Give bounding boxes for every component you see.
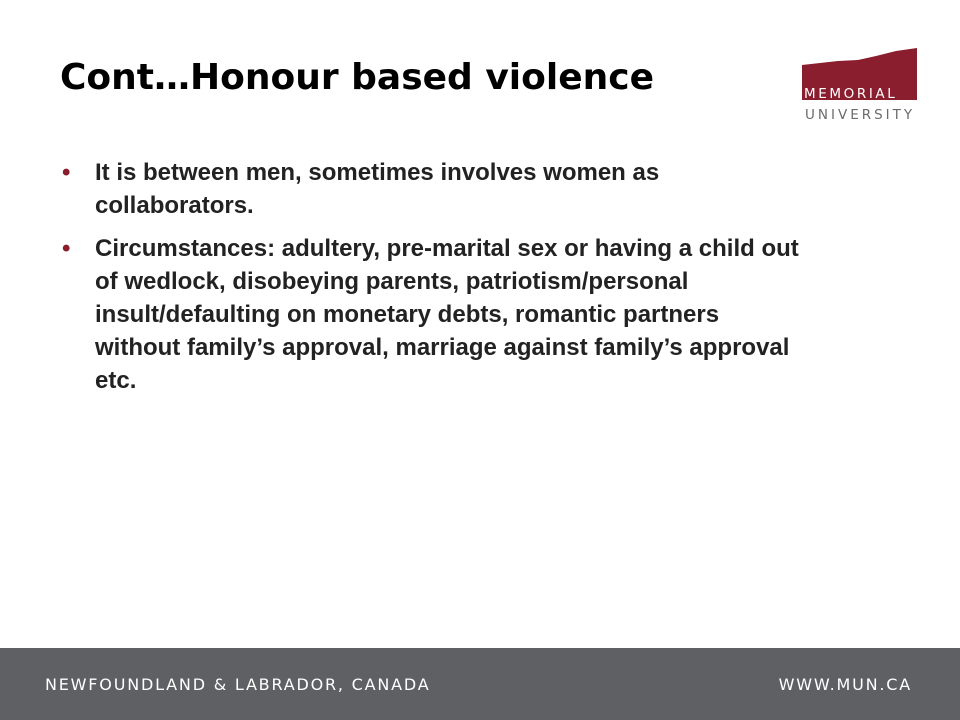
bullet-text: Circumstances: adultery, pre-marital sex or having a child out of wedlock, disobeying parents, patriotism/personal insult/defaulting on monetary debts, romantic partners without family’s approval, marriage against family’s approval etc. (95, 235, 799, 394)
footer-location: NEWFOUNDLAND & LABRADOR, CANADA (45, 675, 431, 694)
slide-title: Cont…Honour based violence (60, 57, 655, 98)
bullet-item (62, 156, 802, 222)
bullet-text: It is between men, sometimes involves women as collaborators. (95, 159, 660, 219)
bullet-icon: • (62, 235, 71, 262)
bullet-icon: • (62, 159, 71, 186)
footer-website-link[interactable]: WWW.MUN.CA (778, 675, 912, 694)
bullet-item (62, 232, 802, 397)
logo-text-memorial: MEMORIAL (804, 86, 898, 102)
bullet-list (62, 156, 802, 407)
footer-bar (0, 648, 960, 720)
logo-text-university: UNIVERSITY (805, 107, 916, 123)
